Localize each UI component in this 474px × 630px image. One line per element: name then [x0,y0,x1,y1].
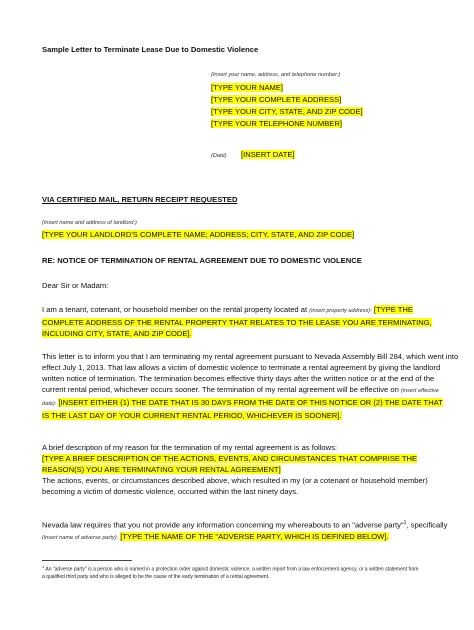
p1-hint: (insert property address): [309,308,372,314]
document-title: Sample Letter to Terminate Lease Due to Domestic Violence [42,45,259,54]
paragraph-2 [42,351,458,421]
sender-address-placeholder[interactable]: [TYPE YOUR COMPLETE ADDRESS] [211,95,342,104]
p1-lead: I am a tenant, cotenant, or household member on the rental property located at [42,305,310,314]
delivery-method: VIA CERTIFIED MAIL, RETURN RECEIPT REQUESTED [42,195,238,204]
footnote-number: 1 [42,564,45,569]
salutation: Dear Sir or Madam: [42,281,109,290]
p4-hint: (insert name of adverse party): [42,534,119,541]
p2-hint-2: date): [42,401,57,407]
p3-line-2: The actions, events, or circumstances described above, which resulted in my (or a cotenant or household member) [42,476,428,485]
p4-placeholder[interactable]: [TYPE THE NAME OF THE "ADVERSE PARTY, WHICH IS DEFINED BELOW]. [120,531,389,541]
p1-placeholder-2[interactable]: COMPLETE ADDRESS OF THE RENTAL PROPERTY THAT RELATES TO THE LEASE YOU ARE TERMINATING, [42,318,432,327]
p4-line-1b: , specifically [406,520,448,530]
p3-placeholder-2[interactable]: REASON(S) YOU ARE TERMINATING YOUR RENTAL AGREEMENT] [42,465,281,474]
p3-line-3: becoming a victim of domestic violence, occurred within the last ninety days. [42,487,299,496]
p2-placeholder-2[interactable]: IS THE LAST DAY OF YOUR CURRENT RENTAL PERIOD, WHICHEVER IS SOONER]. [42,411,342,420]
sender-phone-placeholder[interactable]: [TYPE YOUR TELEPHONE NUMBER] [211,119,342,128]
footnote-ref[interactable]: 1 [403,520,407,526]
footnote-line-1: An "adverse party" is a person who is named in a protection order against domestic violence, a written report from a law enforcement agency, or a written statement from [45,566,419,573]
p2-line-4: current rental period, whichever occurs sooner. The termination of my rental agreement will be effective on [42,385,401,394]
sender-city-placeholder[interactable]: [TYPE YOUR CITY, STATE, AND ZIP CODE] [211,107,363,116]
sender-hint: (Insert your name, address, and telephone number:) [211,72,341,78]
p1-placeholder-1[interactable]: [TYPE THE [373,305,413,314]
sender-address [211,94,341,105]
footnote-divider [42,560,132,561]
p2-hint: (insert effective [400,388,439,394]
sender-city [211,106,363,117]
p4-line-1: Nevada law requires that you not provide any information concerning my whereabouts to an "adverse party" [42,520,404,530]
paragraph-4 [42,518,447,544]
p2-line-2: effect July 1, 2013. That law allows a victim of domestic violence to terminate a rental agreement by giving the landlord [42,363,441,372]
p2-line-3: written notice of termination. The termination becomes effective thirty days after the written notice or at the end of the [42,374,435,383]
p3-line-1: A brief description of my reason for the termination of my rental agreement is as follows: [42,443,338,452]
date-placeholder[interactable]: [INSERT DATE] [241,150,295,159]
landlord-placeholder[interactable]: [TYPE YOUR LANDLORD'S COMPLETE NAME; ADDRESS; CITY, STATE, AND ZIP CODE] [42,230,355,239]
footnote [42,563,418,581]
landlord-line [42,229,354,240]
date-label: (Date) [211,153,227,159]
sender-phone [211,118,342,129]
paragraph-1 [42,304,432,339]
sender-name-placeholder[interactable]: [TYPE YOUR NAME] [211,83,284,92]
p2-placeholder-1[interactable]: [INSERT EITHER (1) THE DATE THAT IS 30 DAYS FROM THE DATE OF THIS NOTICE OR (2) THE DATE THAT [58,398,443,407]
footnote-line-2: a qualified third party and who is alleged to be the cause of the early termination of a rental agreement. [42,573,270,580]
sender-name [211,82,283,93]
p2-line-1: This letter is to inform you that I am terminating my rental agreement pursuant to Nevada Assembly Bill 284, which went into [42,352,459,361]
p3-placeholder-1[interactable]: [TYPE A BRIEF DESCRIPTION OF THE ACTIONS, EVENTS, AND CIRCUMSTANCES THAT COMPRISE THE [42,454,418,463]
paragraph-3 [42,442,428,497]
p1-placeholder-3[interactable]: INCLUDING CITY, STATE, AND ZIP CODE]. [42,329,192,338]
landlord-hint: (Insert name and address of landlord:) [42,220,137,226]
date-line [211,144,295,162]
re-line: RE: NOTICE OF TERMINATION OF RENTAL AGREEMENT DUE TO DOMESTIC VIOLENCE [42,256,362,265]
